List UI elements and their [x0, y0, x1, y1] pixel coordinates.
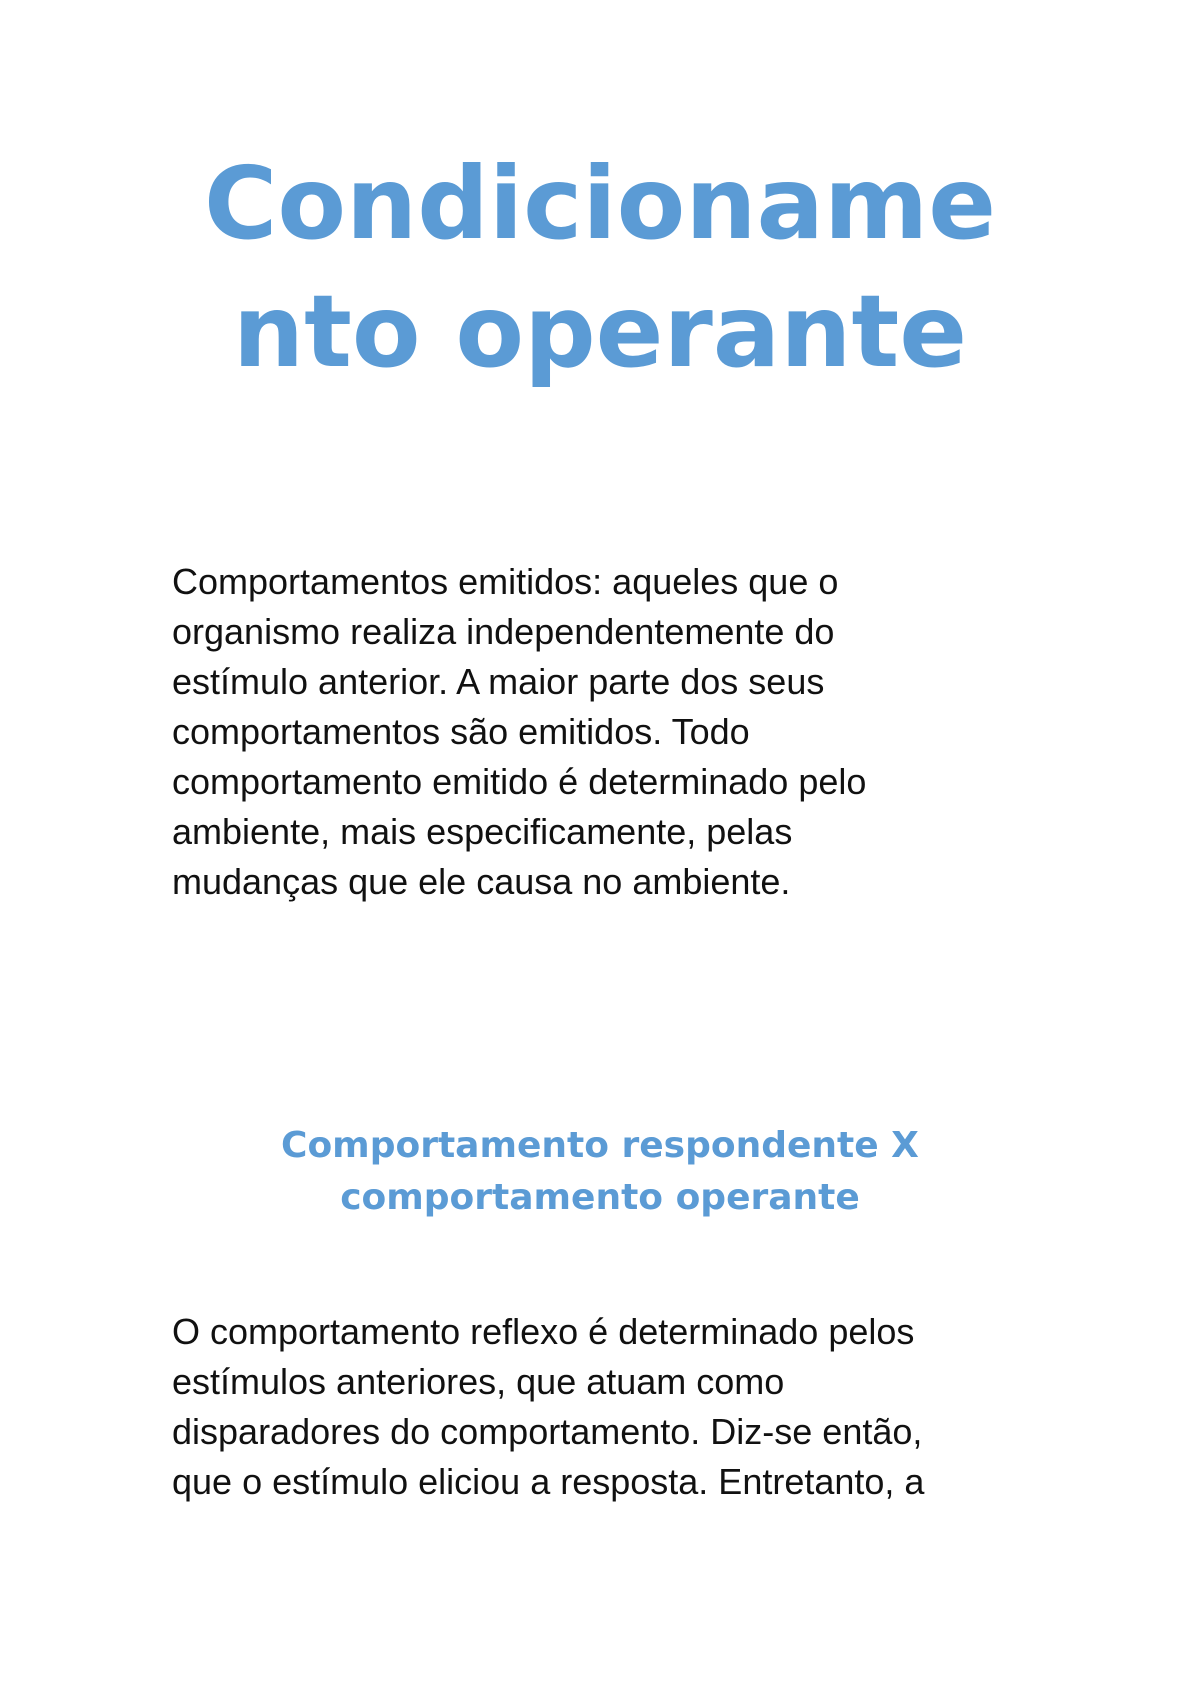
title-line: Condicioname — [203, 145, 997, 262]
paragraph-comportamento-reflexo — [172, 1307, 924, 1507]
paragraph-line: comportamentos são emitidos. Todo — [172, 711, 750, 752]
paragraph-line: disparadores do comportamento. Diz-se então, — [172, 1411, 923, 1452]
paragraph-line: mudanças que ele causa no ambiente. — [172, 861, 791, 902]
section-heading — [150, 1120, 1050, 1224]
paragraph-line: comportamento emitido é determinado pelo — [172, 761, 867, 802]
section-heading-line: comportamento operante — [340, 1177, 860, 1218]
section-heading-line: Comportamento respondente X — [281, 1125, 919, 1166]
title-line: nto operante — [232, 273, 968, 390]
paragraph-line: organismo realiza independentemente do — [172, 611, 835, 652]
paragraph-line: O comportamento reflexo é determinado pelos — [172, 1311, 915, 1352]
paragraph-line: estímulo anterior. A maior parte dos seus — [172, 661, 825, 702]
paragraph-comportamentos-emitidos — [172, 557, 866, 907]
paragraph-line: que o estímulo eliciou a resposta. Entretanto, a — [172, 1461, 925, 1502]
paragraph-line: estímulos anteriores, que atuam como — [172, 1361, 785, 1402]
document-title — [150, 140, 1050, 396]
paragraph-line: ambiente, mais especificamente, pelas — [172, 811, 793, 852]
paragraph-line: Comportamentos emitidos: aqueles que o — [172, 561, 839, 602]
